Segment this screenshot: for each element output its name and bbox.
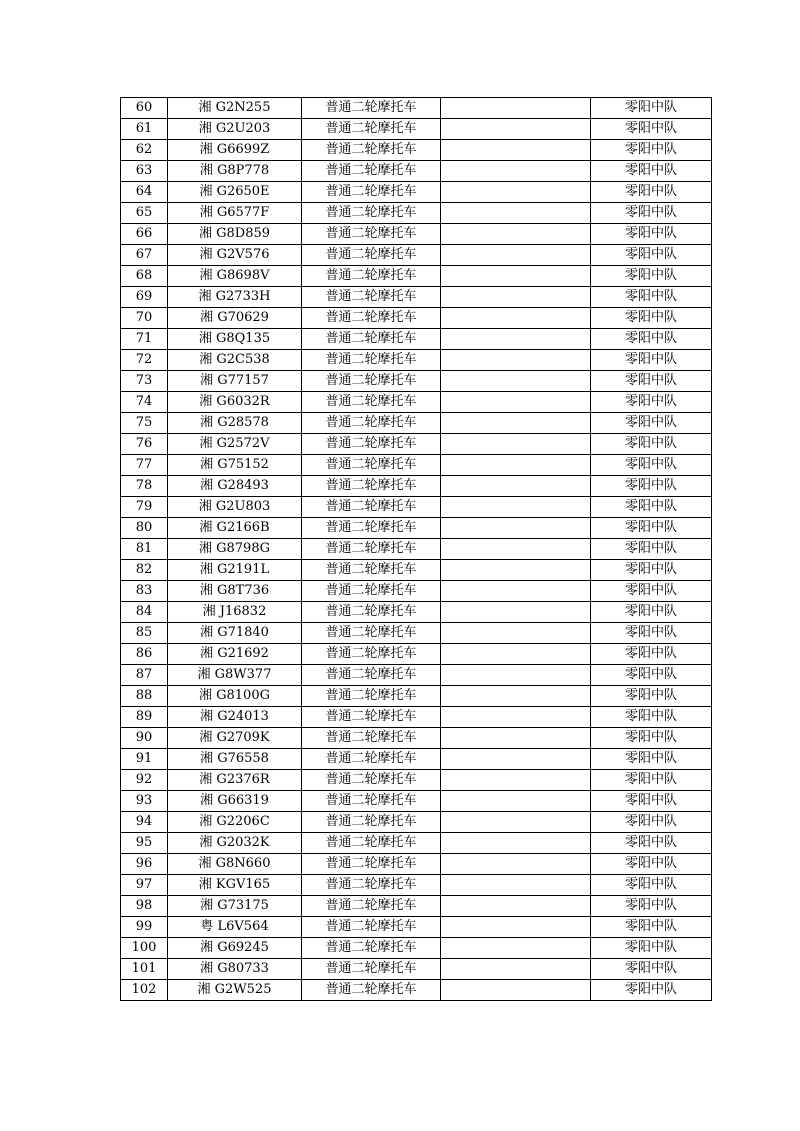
plate-number-cell: 湘 G8798G xyxy=(168,539,302,560)
table-row xyxy=(121,434,712,455)
plate-number-cell: 湘 G2C538 xyxy=(168,350,302,371)
blank-cell xyxy=(441,980,591,1001)
vehicle-type-cell: 普通二轮摩托车 xyxy=(302,938,441,959)
vehicle-type-cell: 普通二轮摩托车 xyxy=(302,203,441,224)
table-row xyxy=(121,581,712,602)
table-row xyxy=(121,119,712,140)
table-row xyxy=(121,938,712,959)
row-number-cell: 65 xyxy=(121,203,168,224)
blank-cell xyxy=(441,728,591,749)
plate-number-cell: 粤 L6V564 xyxy=(168,917,302,938)
vehicle-table xyxy=(120,97,712,1001)
vehicle-type-cell: 普通二轮摩托车 xyxy=(302,329,441,350)
blank-cell xyxy=(441,518,591,539)
plate-number-cell: 湘 G75152 xyxy=(168,455,302,476)
blank-cell xyxy=(441,959,591,980)
plate-number-cell: 湘 G6699Z xyxy=(168,140,302,161)
unit-cell: 零阳中队 xyxy=(591,665,712,686)
vehicle-type-cell: 普通二轮摩托车 xyxy=(302,224,441,245)
plate-number-cell: 湘 G70629 xyxy=(168,308,302,329)
unit-cell: 零阳中队 xyxy=(591,518,712,539)
vehicle-type-cell: 普通二轮摩托车 xyxy=(302,119,441,140)
plate-number-cell: 湘 G2032K xyxy=(168,833,302,854)
unit-cell: 零阳中队 xyxy=(591,980,712,1001)
unit-cell: 零阳中队 xyxy=(591,455,712,476)
unit-cell: 零阳中队 xyxy=(591,728,712,749)
unit-cell: 零阳中队 xyxy=(591,329,712,350)
plate-number-cell: 湘 G2V576 xyxy=(168,245,302,266)
unit-cell: 零阳中队 xyxy=(591,413,712,434)
blank-cell xyxy=(441,476,591,497)
unit-cell: 零阳中队 xyxy=(591,308,712,329)
row-number-cell: 97 xyxy=(121,875,168,896)
row-number-cell: 90 xyxy=(121,728,168,749)
row-number-cell: 83 xyxy=(121,581,168,602)
table-row xyxy=(121,854,712,875)
plate-number-cell: 湘 G8100G xyxy=(168,686,302,707)
vehicle-type-cell: 普通二轮摩托车 xyxy=(302,245,441,266)
table-row xyxy=(121,203,712,224)
vehicle-type-cell: 普通二轮摩托车 xyxy=(302,350,441,371)
table-row xyxy=(121,476,712,497)
unit-cell: 零阳中队 xyxy=(591,539,712,560)
blank-cell xyxy=(441,539,591,560)
vehicle-type-cell: 普通二轮摩托车 xyxy=(302,476,441,497)
row-number-cell: 60 xyxy=(121,98,168,119)
row-number-cell: 70 xyxy=(121,308,168,329)
unit-cell: 零阳中队 xyxy=(591,581,712,602)
unit-cell: 零阳中队 xyxy=(591,812,712,833)
row-number-cell: 92 xyxy=(121,770,168,791)
blank-cell xyxy=(441,119,591,140)
blank-cell xyxy=(441,245,591,266)
plate-number-cell: 湘 KGV165 xyxy=(168,875,302,896)
vehicle-type-cell: 普通二轮摩托车 xyxy=(302,896,441,917)
plate-number-cell: 湘 G2166B xyxy=(168,518,302,539)
row-number-cell: 61 xyxy=(121,119,168,140)
row-number-cell: 64 xyxy=(121,182,168,203)
plate-number-cell: 湘 G8698V xyxy=(168,266,302,287)
row-number-cell: 67 xyxy=(121,245,168,266)
plate-number-cell: 湘 G8N660 xyxy=(168,854,302,875)
plate-number-cell: 湘 G8T736 xyxy=(168,581,302,602)
vehicle-type-cell: 普通二轮摩托车 xyxy=(302,518,441,539)
plate-number-cell: 湘 G71840 xyxy=(168,623,302,644)
table-row xyxy=(121,917,712,938)
unit-cell: 零阳中队 xyxy=(591,182,712,203)
vehicle-type-cell: 普通二轮摩托车 xyxy=(302,833,441,854)
vehicle-type-cell: 普通二轮摩托车 xyxy=(302,875,441,896)
vehicle-type-cell: 普通二轮摩托车 xyxy=(302,581,441,602)
table-row xyxy=(121,875,712,896)
blank-cell xyxy=(441,560,591,581)
unit-cell: 零阳中队 xyxy=(591,833,712,854)
blank-cell xyxy=(441,434,591,455)
blank-cell xyxy=(441,329,591,350)
table-row xyxy=(121,140,712,161)
blank-cell xyxy=(441,770,591,791)
unit-cell: 零阳中队 xyxy=(591,497,712,518)
blank-cell xyxy=(441,308,591,329)
unit-cell: 零阳中队 xyxy=(591,140,712,161)
row-number-cell: 63 xyxy=(121,161,168,182)
blank-cell xyxy=(441,497,591,518)
table-row xyxy=(121,245,712,266)
unit-cell: 零阳中队 xyxy=(591,245,712,266)
vehicle-type-cell: 普通二轮摩托车 xyxy=(302,959,441,980)
vehicle-type-cell: 普通二轮摩托车 xyxy=(302,728,441,749)
blank-cell xyxy=(441,350,591,371)
table-row xyxy=(121,560,712,581)
plate-number-cell: 湘 G66319 xyxy=(168,791,302,812)
plate-number-cell: 湘 G2572V xyxy=(168,434,302,455)
table-row xyxy=(121,161,712,182)
blank-cell xyxy=(441,791,591,812)
blank-cell xyxy=(441,371,591,392)
unit-cell: 零阳中队 xyxy=(591,623,712,644)
plate-number-cell: 湘 G69245 xyxy=(168,938,302,959)
row-number-cell: 75 xyxy=(121,413,168,434)
unit-cell: 零阳中队 xyxy=(591,602,712,623)
blank-cell xyxy=(441,917,591,938)
vehicle-type-cell: 普通二轮摩托车 xyxy=(302,455,441,476)
unit-cell: 零阳中队 xyxy=(591,791,712,812)
row-number-cell: 100 xyxy=(121,938,168,959)
vehicle-type-cell: 普通二轮摩托车 xyxy=(302,497,441,518)
row-number-cell: 101 xyxy=(121,959,168,980)
unit-cell: 零阳中队 xyxy=(591,644,712,665)
blank-cell xyxy=(441,98,591,119)
table-row xyxy=(121,539,712,560)
row-number-cell: 68 xyxy=(121,266,168,287)
vehicle-type-cell: 普通二轮摩托车 xyxy=(302,182,441,203)
vehicle-type-cell: 普通二轮摩托车 xyxy=(302,371,441,392)
vehicle-type-cell: 普通二轮摩托车 xyxy=(302,98,441,119)
table-row xyxy=(121,791,712,812)
blank-cell xyxy=(441,896,591,917)
vehicle-type-cell: 普通二轮摩托车 xyxy=(302,812,441,833)
unit-cell: 零阳中队 xyxy=(591,854,712,875)
unit-cell: 零阳中队 xyxy=(591,98,712,119)
row-number-cell: 85 xyxy=(121,623,168,644)
blank-cell xyxy=(441,224,591,245)
vehicle-type-cell: 普通二轮摩托车 xyxy=(302,560,441,581)
row-number-cell: 84 xyxy=(121,602,168,623)
blank-cell xyxy=(441,749,591,770)
plate-number-cell: 湘 G2709K xyxy=(168,728,302,749)
blank-cell xyxy=(441,203,591,224)
row-number-cell: 91 xyxy=(121,749,168,770)
plate-number-cell: 湘 G8W377 xyxy=(168,665,302,686)
unit-cell: 零阳中队 xyxy=(591,896,712,917)
vehicle-type-cell: 普通二轮摩托车 xyxy=(302,791,441,812)
unit-cell: 零阳中队 xyxy=(591,938,712,959)
row-number-cell: 88 xyxy=(121,686,168,707)
plate-number-cell: 湘 G73175 xyxy=(168,896,302,917)
row-number-cell: 95 xyxy=(121,833,168,854)
table-row xyxy=(121,224,712,245)
row-number-cell: 73 xyxy=(121,371,168,392)
plate-number-cell: 湘 G2N255 xyxy=(168,98,302,119)
table-row xyxy=(121,266,712,287)
row-number-cell: 86 xyxy=(121,644,168,665)
table-row xyxy=(121,644,712,665)
plate-number-cell: 湘 G28493 xyxy=(168,476,302,497)
unit-cell: 零阳中队 xyxy=(591,686,712,707)
table-row xyxy=(121,329,712,350)
blank-cell xyxy=(441,707,591,728)
vehicle-type-cell: 普通二轮摩托车 xyxy=(302,287,441,308)
blank-cell xyxy=(441,287,591,308)
vehicle-type-cell: 普通二轮摩托车 xyxy=(302,686,441,707)
vehicle-table-body xyxy=(121,98,712,1001)
plate-number-cell: 湘 G2650E xyxy=(168,182,302,203)
table-row xyxy=(121,308,712,329)
row-number-cell: 89 xyxy=(121,707,168,728)
blank-cell xyxy=(441,833,591,854)
table-row xyxy=(121,665,712,686)
vehicle-type-cell: 普通二轮摩托车 xyxy=(302,434,441,455)
row-number-cell: 80 xyxy=(121,518,168,539)
plate-number-cell: 湘 G2U803 xyxy=(168,497,302,518)
table-row xyxy=(121,497,712,518)
vehicle-type-cell: 普通二轮摩托车 xyxy=(302,392,441,413)
table-row xyxy=(121,371,712,392)
row-number-cell: 62 xyxy=(121,140,168,161)
plate-number-cell: 湘 G76558 xyxy=(168,749,302,770)
row-number-cell: 72 xyxy=(121,350,168,371)
row-number-cell: 74 xyxy=(121,392,168,413)
plate-number-cell: 湘 G6577F xyxy=(168,203,302,224)
row-number-cell: 82 xyxy=(121,560,168,581)
blank-cell xyxy=(441,938,591,959)
row-number-cell: 79 xyxy=(121,497,168,518)
row-number-cell: 87 xyxy=(121,665,168,686)
blank-cell xyxy=(441,623,591,644)
vehicle-type-cell: 普通二轮摩托车 xyxy=(302,413,441,434)
unit-cell: 零阳中队 xyxy=(591,875,712,896)
unit-cell: 零阳中队 xyxy=(591,749,712,770)
row-number-cell: 71 xyxy=(121,329,168,350)
table-row xyxy=(121,812,712,833)
unit-cell: 零阳中队 xyxy=(591,224,712,245)
unit-cell: 零阳中队 xyxy=(591,119,712,140)
table-row xyxy=(121,602,712,623)
blank-cell xyxy=(441,161,591,182)
plate-number-cell: 湘 G8D859 xyxy=(168,224,302,245)
plate-number-cell: 湘 G2376R xyxy=(168,770,302,791)
vehicle-type-cell: 普通二轮摩托车 xyxy=(302,539,441,560)
table-row xyxy=(121,707,712,728)
vehicle-type-cell: 普通二轮摩托车 xyxy=(302,308,441,329)
blank-cell xyxy=(441,581,591,602)
row-number-cell: 96 xyxy=(121,854,168,875)
table-row xyxy=(121,623,712,644)
row-number-cell: 77 xyxy=(121,455,168,476)
blank-cell xyxy=(441,182,591,203)
table-row xyxy=(121,770,712,791)
unit-cell: 零阳中队 xyxy=(591,560,712,581)
table-row xyxy=(121,686,712,707)
vehicle-type-cell: 普通二轮摩托车 xyxy=(302,623,441,644)
unit-cell: 零阳中队 xyxy=(591,371,712,392)
unit-cell: 零阳中队 xyxy=(591,707,712,728)
row-number-cell: 78 xyxy=(121,476,168,497)
unit-cell: 零阳中队 xyxy=(591,287,712,308)
vehicle-type-cell: 普通二轮摩托车 xyxy=(302,980,441,1001)
blank-cell xyxy=(441,140,591,161)
plate-number-cell: 湘 G2206C xyxy=(168,812,302,833)
plate-number-cell: 湘 G8Q135 xyxy=(168,329,302,350)
plate-number-cell: 湘 G2U203 xyxy=(168,119,302,140)
plate-number-cell: 湘 G28578 xyxy=(168,413,302,434)
unit-cell: 零阳中队 xyxy=(591,434,712,455)
plate-number-cell: 湘 G24013 xyxy=(168,707,302,728)
unit-cell: 零阳中队 xyxy=(591,917,712,938)
row-number-cell: 66 xyxy=(121,224,168,245)
blank-cell xyxy=(441,665,591,686)
row-number-cell: 93 xyxy=(121,791,168,812)
table-row xyxy=(121,833,712,854)
vehicle-type-cell: 普通二轮摩托车 xyxy=(302,602,441,623)
blank-cell xyxy=(441,812,591,833)
plate-number-cell: 湘 G80733 xyxy=(168,959,302,980)
unit-cell: 零阳中队 xyxy=(591,770,712,791)
plate-number-cell: 湘 G6032R xyxy=(168,392,302,413)
table-row xyxy=(121,182,712,203)
plate-number-cell: 湘 G2733H xyxy=(168,287,302,308)
table-row xyxy=(121,749,712,770)
row-number-cell: 81 xyxy=(121,539,168,560)
vehicle-type-cell: 普通二轮摩托车 xyxy=(302,266,441,287)
plate-number-cell: 湘 G8P778 xyxy=(168,161,302,182)
table-row xyxy=(121,980,712,1001)
table-row xyxy=(121,518,712,539)
row-number-cell: 99 xyxy=(121,917,168,938)
row-number-cell: 76 xyxy=(121,434,168,455)
table-row xyxy=(121,896,712,917)
vehicle-type-cell: 普通二轮摩托车 xyxy=(302,161,441,182)
table-row xyxy=(121,455,712,476)
table-row xyxy=(121,413,712,434)
table-row xyxy=(121,98,712,119)
row-number-cell: 94 xyxy=(121,812,168,833)
plate-number-cell: 湘 G77157 xyxy=(168,371,302,392)
table-row xyxy=(121,287,712,308)
blank-cell xyxy=(441,686,591,707)
plate-number-cell: 湘 G21692 xyxy=(168,644,302,665)
vehicle-type-cell: 普通二轮摩托车 xyxy=(302,854,441,875)
blank-cell xyxy=(441,392,591,413)
unit-cell: 零阳中队 xyxy=(591,959,712,980)
table-row xyxy=(121,728,712,749)
unit-cell: 零阳中队 xyxy=(591,350,712,371)
unit-cell: 零阳中队 xyxy=(591,476,712,497)
vehicle-type-cell: 普通二轮摩托车 xyxy=(302,917,441,938)
unit-cell: 零阳中队 xyxy=(591,203,712,224)
plate-number-cell: 湘 G2W525 xyxy=(168,980,302,1001)
row-number-cell: 98 xyxy=(121,896,168,917)
table-row xyxy=(121,350,712,371)
blank-cell xyxy=(441,413,591,434)
vehicle-type-cell: 普通二轮摩托车 xyxy=(302,749,441,770)
unit-cell: 零阳中队 xyxy=(591,266,712,287)
vehicle-type-cell: 普通二轮摩托车 xyxy=(302,140,441,161)
unit-cell: 零阳中队 xyxy=(591,161,712,182)
blank-cell xyxy=(441,455,591,476)
table-row xyxy=(121,959,712,980)
blank-cell xyxy=(441,875,591,896)
blank-cell xyxy=(441,266,591,287)
row-number-cell: 102 xyxy=(121,980,168,1001)
blank-cell xyxy=(441,644,591,665)
vehicle-type-cell: 普通二轮摩托车 xyxy=(302,707,441,728)
blank-cell xyxy=(441,602,591,623)
vehicle-type-cell: 普通二轮摩托车 xyxy=(302,665,441,686)
vehicle-type-cell: 普通二轮摩托车 xyxy=(302,770,441,791)
plate-number-cell: 湘 J16832 xyxy=(168,602,302,623)
table-row xyxy=(121,392,712,413)
blank-cell xyxy=(441,854,591,875)
plate-number-cell: 湘 G2191L xyxy=(168,560,302,581)
vehicle-type-cell: 普通二轮摩托车 xyxy=(302,644,441,665)
row-number-cell: 69 xyxy=(121,287,168,308)
unit-cell: 零阳中队 xyxy=(591,392,712,413)
